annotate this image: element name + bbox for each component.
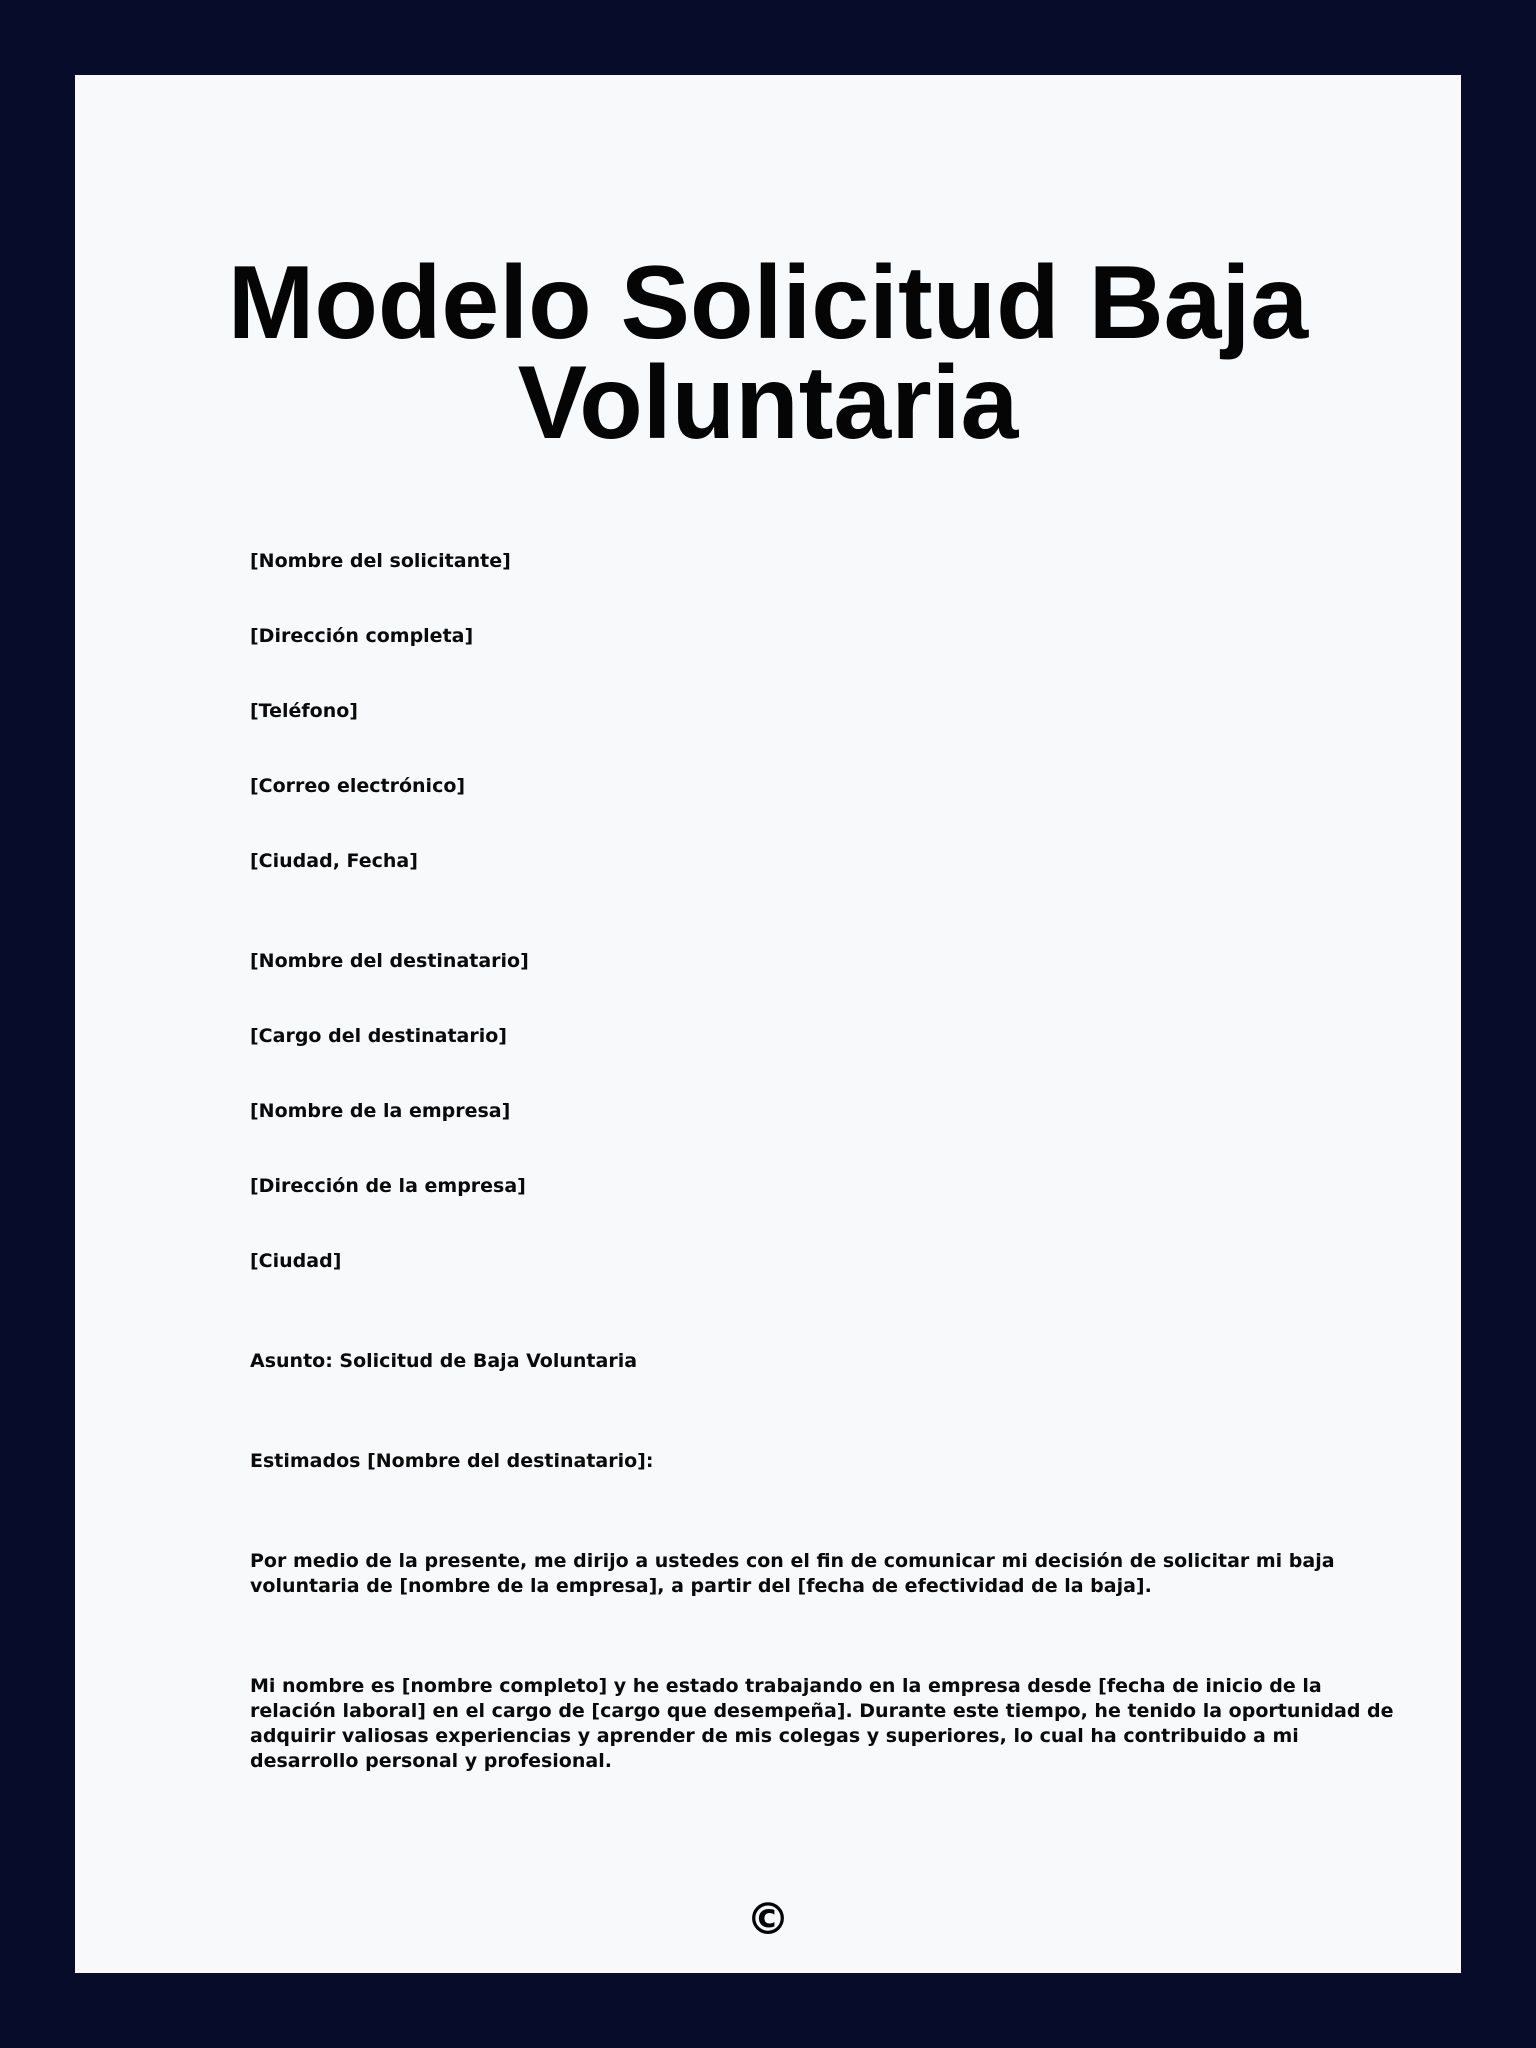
- paragraph-2-line-2: relación laboral] en el cargo de [cargo que desempeña]. Durante este tiempo, he tenido la oportunidad de: [250, 1700, 1394, 1722]
- document-title: [75, 245, 1461, 461]
- recipient-city: [Ciudad]: [250, 1250, 342, 1272]
- title-line-2: Voluntaria: [517, 345, 1019, 461]
- paragraph-2-line-3: adquirir valiosas experiencias y aprender de mis colegas y superiores, lo cual ha contribuido a mi: [250, 1725, 1299, 1747]
- sender-email: [Correo electrónico]: [250, 775, 466, 797]
- recipient-position: [Cargo del destinatario]: [250, 1025, 507, 1047]
- greeting: Estimados [Nombre del destinatario]:: [250, 1450, 654, 1472]
- sender-name: [Nombre del solicitante]: [250, 550, 511, 572]
- recipient-company: [Nombre de la empresa]: [250, 1100, 511, 1122]
- paragraph-2-line-4: desarrollo personal y profesional.: [250, 1750, 612, 1772]
- sender-address: [Dirección completa]: [250, 625, 474, 647]
- sender-phone: [Teléfono]: [250, 700, 358, 722]
- paragraph-1: [250, 1549, 1335, 1599]
- paragraph-2-line-1: Mi nombre es [nombre completo] y he estado trabajando en la empresa desde [fecha de inicio de la: [250, 1675, 1322, 1697]
- document-page: [75, 75, 1461, 1973]
- recipient-name: [Nombre del destinatario]: [250, 950, 529, 972]
- paragraph-1-line-2: voluntaria de [nombre de la empresa], a partir del [fecha de efectividad de la baja].: [250, 1575, 1152, 1597]
- copyright-icon: ©: [746, 1894, 790, 1945]
- title-line-1: Modelo Solicitud Baja: [227, 245, 1309, 361]
- paragraph-2: [250, 1674, 1394, 1774]
- subject-line: Asunto: Solicitud de Baja Voluntaria: [250, 1350, 638, 1372]
- sender-city-date: [Ciudad, Fecha]: [250, 850, 418, 872]
- paragraph-1-line-1: Por medio de la presente, me dirijo a ustedes con el fin de comunicar mi decisión de solicitar mi baja: [250, 1550, 1335, 1572]
- recipient-company-address: [Dirección de la empresa]: [250, 1175, 526, 1197]
